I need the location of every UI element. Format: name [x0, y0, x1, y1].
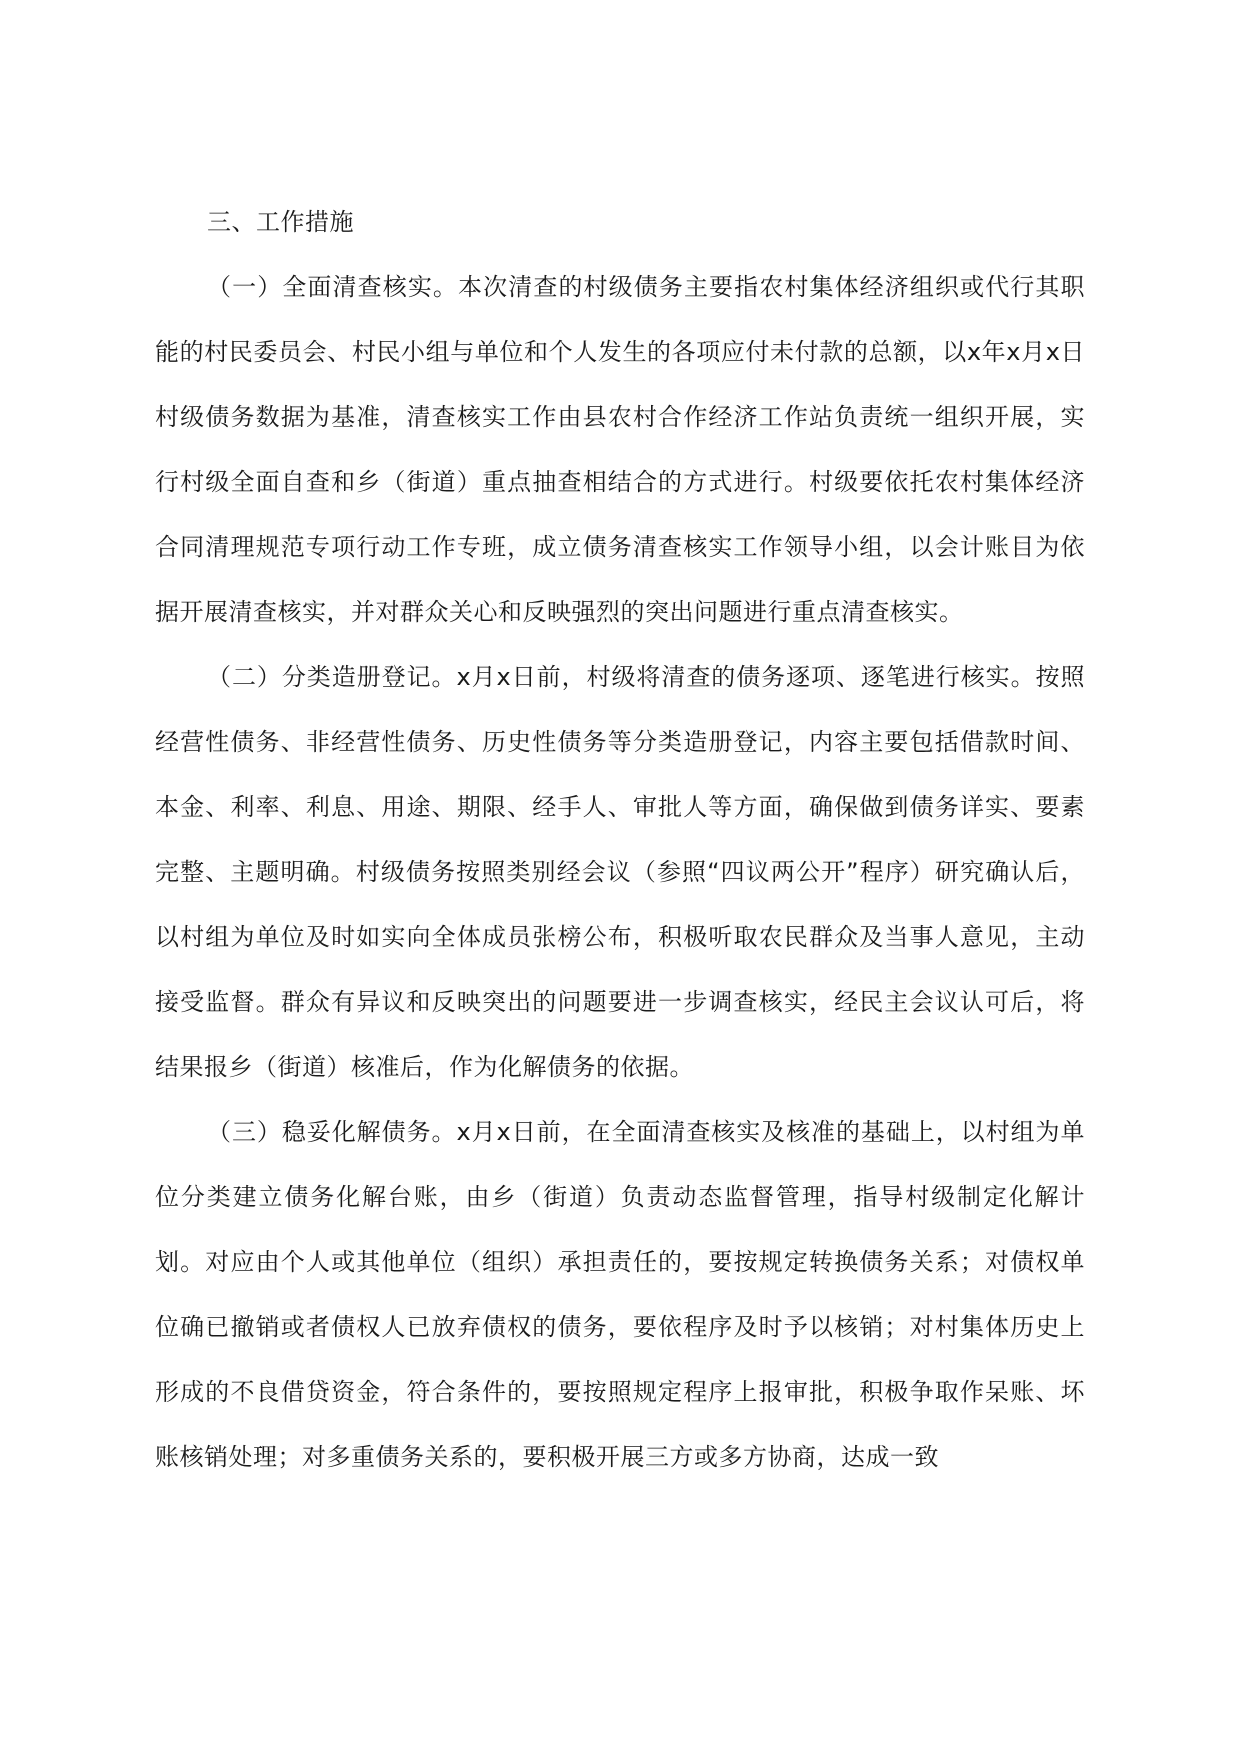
section-title: 三、工作措施	[207, 208, 354, 236]
paragraph-classified-registration: （二）分类造册登记。x月x日前，村级将清查的债务逐项、逐笔进行核实。按照经营性债务、非经营性债务、历史性债务等分类造册登记，内容主要包括借款时间、本金、利率、利息、用途、期限、经手人、审批人等方面，确保做到债务详实、要素完整、主题明确。村级债务按照类别经会议（参照“四议两公开”程序）研究确认后，以村组为单位及时如实向全体成员张榜公布，积极听取农民群众及当事人意见，主动接受监督。群众有异议和反映突出的问题要进一步调查核实，经民主会议认可后，将结果报乡（街道）核准后，作为化解债务的依据。	[155, 663, 1085, 1081]
paragraph-debt-resolution: （三）稳妥化解债务。x月x日前，在全面清查核实及核准的基础上，以村组为单位分类建立债务化解台账，由乡（街道）负责动态监督管理，指导村级制定化解计划。对应由个人或其他单位（组织）承担责任的，要按规定转换债务关系；对债权单位确已撤销或者债权人已放弃债权的债务，要依程序及时予以核销；对村集体历史上形成的不良借贷资金，符合条件的，要按照规定程序上报审批，积极争取作呆账、坏账核销处理；对多重债务关系的，要积极开展三方或多方协商，达成一致	[155, 1118, 1085, 1471]
document-body	[155, 190, 1085, 1490]
paragraph-comprehensive-verification: （一）全面清查核实。本次清查的村级债务主要指农村集体经济组织或代行其职能的村民委员会、村民小组与单位和个人发生的各项应付未付款的总额，以x年x月x日村级债务数据为基准，清查核实工作由县农村合作经济工作站负责统一组织开展，实行村级全面自查和乡（街道）重点抽查相结合的方式进行。村级要依托农村集体经济合同清理规范专项行动工作专班，成立债务清查核实工作领导小组，以会计账目为依据开展清查核实，并对群众关心和反映强烈的突出问题进行重点清查核实。	[155, 273, 1085, 626]
